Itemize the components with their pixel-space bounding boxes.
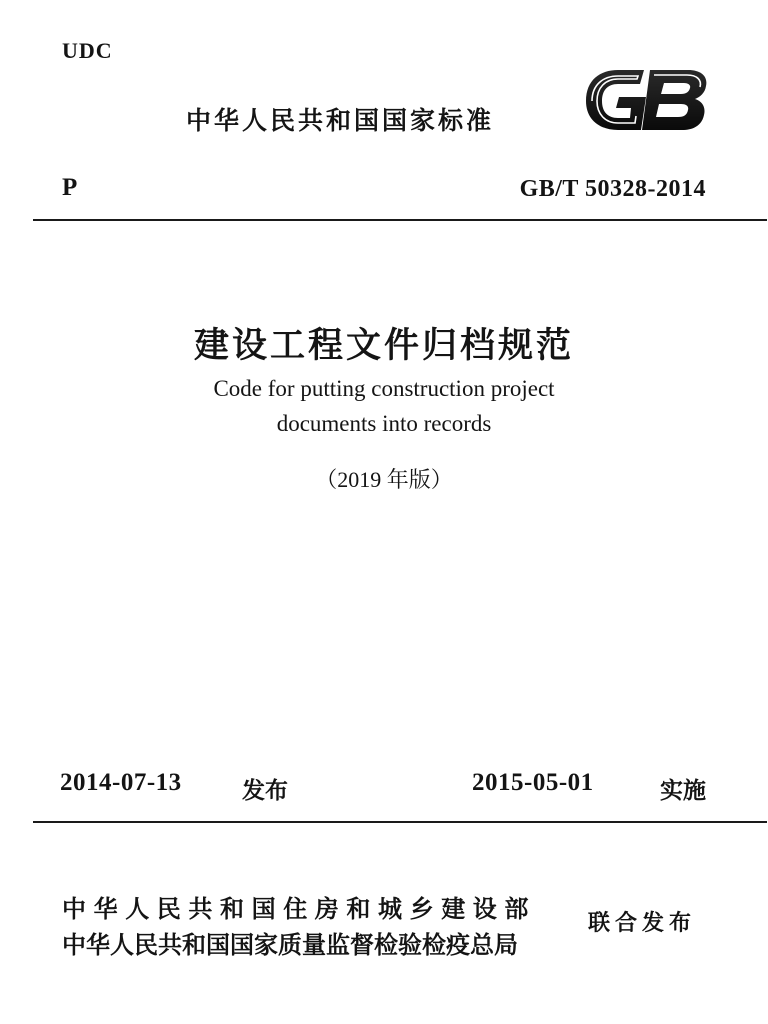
issue-label: 发布	[242, 778, 288, 804]
publisher-line1: 中华人民共和国住房和城乡建设部	[62, 895, 536, 923]
national-standard-heading: 中华人民共和国国家标准	[186, 106, 495, 135]
edition-label: （2019 年版）	[315, 467, 453, 492]
title-english-line1: Code for putting construction project	[213, 376, 555, 401]
title-english-line2: documents into records	[276, 411, 492, 436]
implementation-date: 2015-05-01	[472, 769, 594, 796]
implementation-label: 实施	[660, 778, 706, 804]
header-divider	[33, 219, 767, 221]
gb-logo	[578, 66, 712, 136]
udc-label: UDC	[62, 38, 113, 63]
category-code: P	[62, 174, 78, 201]
issue-date: 2014-07-13	[60, 769, 182, 796]
standard-number: GB/T 50328-2014	[519, 176, 706, 202]
publisher-line2: 中华人民共和国国家质量监督检验检疫总局	[62, 931, 518, 959]
footer-divider	[33, 821, 767, 823]
joint-publish-label: 联合发布	[588, 911, 697, 936]
title-chinese: 建设工程文件归档规范	[193, 326, 574, 366]
